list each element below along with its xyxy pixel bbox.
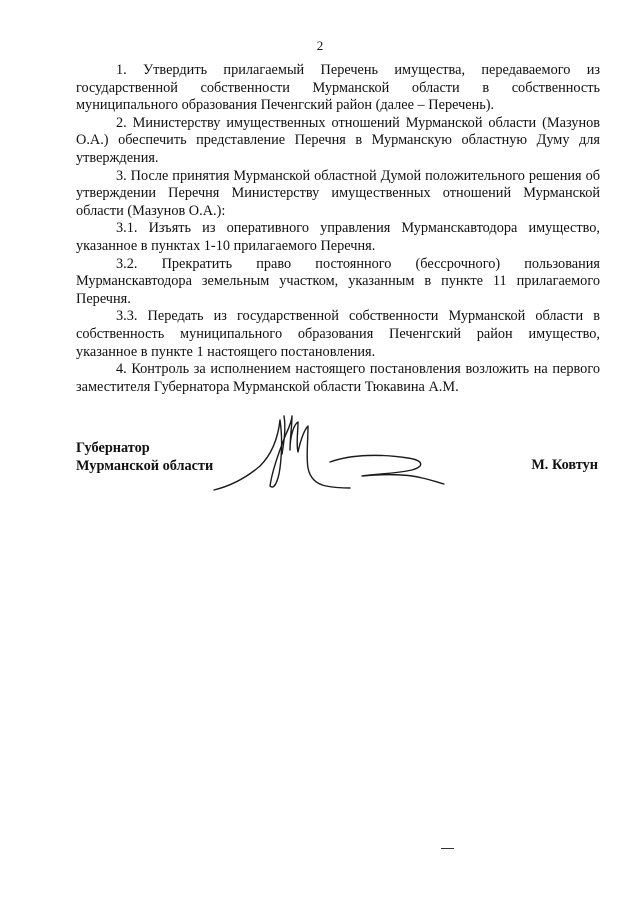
paragraph-2: 2. Министерству имущественных отношений Мурманской области (Мазунов О.А.) обеспечить представление Перечня в Мурманскую областную Думу для утверждения. (76, 114, 600, 166)
paragraph-1: 1. Утвердить прилагаемый Перечень имущества, передаваемого из государственной собственности Мурманской области в собственность муниципального образования Печенгский район (далее – Перечень). (76, 62, 600, 114)
decree-body (76, 62, 600, 396)
paragraph-3-3: 3.3. Передать из государственной собственности Мурманской области в собственность муниципального образования Печенгский район имущество, указанное в пункте 1 настоящего постановления. (76, 308, 600, 360)
signatory-title-line2: Мурманской области (76, 458, 214, 474)
paragraph-3-1: 3.1. Изъять из оперативного управления Мурманскавтодора имущество, указанное в пунктах 1-10 прилагаемого Перечня. (76, 220, 600, 254)
signatory-title-line1: Губернатор (76, 440, 150, 456)
paragraph-3: 3. После принятия Мурманской областной Думой положительного решения об утверждении Перечня Министерству имущественных отношений Мурманской области (Мазунов О.А.): (76, 167, 600, 219)
handwritten-signature (212, 412, 462, 494)
page-number: 2 (316, 38, 324, 53)
footer-dash (441, 848, 454, 849)
signatory-name: М. Ковтун (531, 457, 598, 473)
paragraph-4: 4. Контроль за исполнением настоящего постановления возложить на первого заместителя Губернатора Мурманской области Тюкавина А.М. (76, 361, 600, 395)
paragraph-3-2: 3.2. Прекратить право постоянного (бессрочного) пользования Мурманскавтодора земельным участком, указанным в пункте 11 прилагаемого Перечня. (76, 255, 600, 307)
signatory-title (76, 439, 213, 475)
